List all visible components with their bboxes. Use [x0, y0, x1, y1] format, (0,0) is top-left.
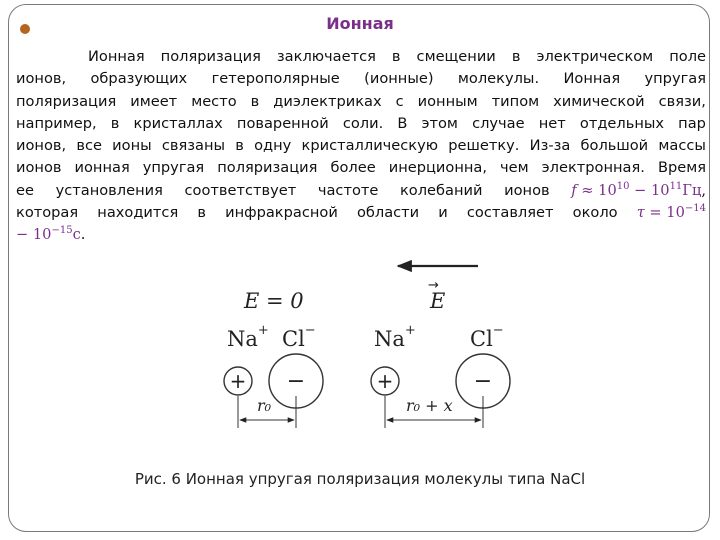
- paragraph-word: В: [397, 114, 408, 132]
- frequency-formula: $f \approx 10^{10} - 10^{11}Гц$,: [571, 180, 706, 199]
- paragraph-word: смещении: [416, 48, 496, 65]
- paragraph-word: все: [76, 137, 102, 155]
- paragraph-word: инфракрасной: [225, 204, 338, 222]
- paragraph-word: в: [235, 137, 244, 155]
- paragraph-word: ионы: [112, 137, 152, 155]
- paragraph-word: ионным: [417, 92, 478, 110]
- paragraph-word: в: [110, 114, 120, 132]
- paragraph-word: соли.: [342, 114, 384, 132]
- right-minus-sign: −: [473, 369, 493, 394]
- paragraph-word: ионов,: [16, 137, 67, 155]
- paragraph-word: инерционна,: [388, 159, 487, 177]
- paragraph-word: электронная.: [541, 159, 645, 177]
- paragraph-word: Ионная: [563, 70, 621, 88]
- paragraph-word: упругая: [644, 70, 706, 88]
- paragraph-word: находится: [97, 204, 179, 222]
- paragraph-word: кристаллическую: [301, 137, 439, 155]
- paragraph-word: упругая: [142, 159, 205, 177]
- paragraph-word: этом: [421, 114, 458, 132]
- paragraph-word: большой: [580, 137, 649, 155]
- paragraph-word: ионная: [74, 159, 130, 177]
- paragraph-word: имеет: [130, 92, 178, 110]
- slide-title: Ионная: [326, 14, 394, 33]
- paragraph-word: в: [391, 48, 401, 65]
- paragraph-word: которая: [16, 204, 79, 222]
- paragraph-word: Ионная: [88, 48, 145, 65]
- paragraph-word: чем: [500, 159, 529, 177]
- paragraph-word: ионов: [504, 181, 550, 199]
- paragraph-word: установления: [55, 181, 163, 199]
- paragraph-word: ионов,: [16, 70, 67, 88]
- paragraph-word: например,: [16, 114, 97, 132]
- figure-caption: Рис. 6 Ионная упругая поляризация молекулы типа NaCl: [134, 470, 586, 488]
- paragraph-word: одну: [254, 137, 292, 155]
- paragraph-word: диэлектриках: [273, 92, 382, 110]
- left-distance-label: r₀: [257, 396, 272, 415]
- paragraph-word: в: [511, 48, 521, 65]
- paragraph-word: с: [395, 92, 404, 110]
- paragraph-word: электрическом: [536, 48, 654, 65]
- paragraph-word: более: [330, 159, 376, 177]
- right-plus-sign: +: [376, 369, 394, 393]
- paragraph-word: поваренной: [236, 114, 329, 132]
- right-field-label: E: [430, 289, 446, 313]
- right-anion-label: Cl−: [470, 323, 504, 351]
- paragraph-word: нет: [538, 114, 566, 132]
- paragraph-word: в: [250, 92, 260, 110]
- paragraph-word: частоте: [317, 181, 379, 199]
- paragraph-word: поляризация: [160, 48, 261, 65]
- paragraph-word: типом: [491, 92, 540, 110]
- paragraph-word: соответствует: [184, 181, 297, 199]
- left-minus-sign: −: [286, 369, 306, 394]
- left-plus-sign: +: [229, 369, 247, 393]
- paragraph-word: колебаний: [399, 181, 483, 199]
- paragraph-word: массы: [658, 137, 706, 155]
- paragraph-word: химической: [553, 92, 645, 110]
- paragraph-word: ионов: [16, 159, 62, 177]
- paragraph-word: поле: [669, 48, 706, 65]
- paragraph-word: заключается: [276, 48, 376, 65]
- paragraph-word: случае: [472, 114, 525, 132]
- right-distance-label: r₀ + x: [406, 396, 453, 415]
- paragraph-word: около: [572, 204, 618, 222]
- paragraph-word: Из-за: [529, 137, 571, 155]
- paragraph-word: решетку.: [448, 137, 520, 155]
- left-cation-label: Na+: [227, 323, 269, 351]
- paragraph-word: связаны: [161, 137, 226, 155]
- paragraph-word: и: [438, 204, 448, 222]
- right-cation-label: Na+: [374, 323, 416, 351]
- paragraph-word: место: [191, 92, 237, 110]
- left-anion-label: Cl−: [282, 323, 316, 351]
- paragraph-word: кристаллах: [133, 114, 223, 132]
- paragraph-word: связи,: [658, 92, 706, 110]
- paragraph-word: отдельных: [579, 114, 665, 132]
- paragraph-word: области: [356, 204, 420, 222]
- paragraph-word: Время: [657, 159, 706, 177]
- left-field-label: E = 0: [244, 289, 304, 313]
- paragraph-word: (ионные): [364, 70, 434, 88]
- time-formula-continued: − $10^{-15}с$.: [16, 225, 86, 244]
- paragraph-word: составляет: [466, 204, 554, 222]
- paragraph-word: молекулы.: [457, 70, 540, 88]
- field-vector-arrow-icon: →: [428, 278, 439, 293]
- paragraph-word: образующих: [90, 70, 188, 88]
- paragraph-word: ее: [16, 181, 34, 199]
- time-formula: $\tau = 10^{-14}$: [636, 203, 706, 222]
- paragraph-word: поляризация: [16, 92, 117, 110]
- paragraph-word: в: [197, 204, 206, 222]
- paragraph-word: поляризация: [217, 159, 318, 177]
- paragraph-word: гетерополярные: [211, 70, 340, 88]
- paragraph-word: пар: [678, 114, 706, 132]
